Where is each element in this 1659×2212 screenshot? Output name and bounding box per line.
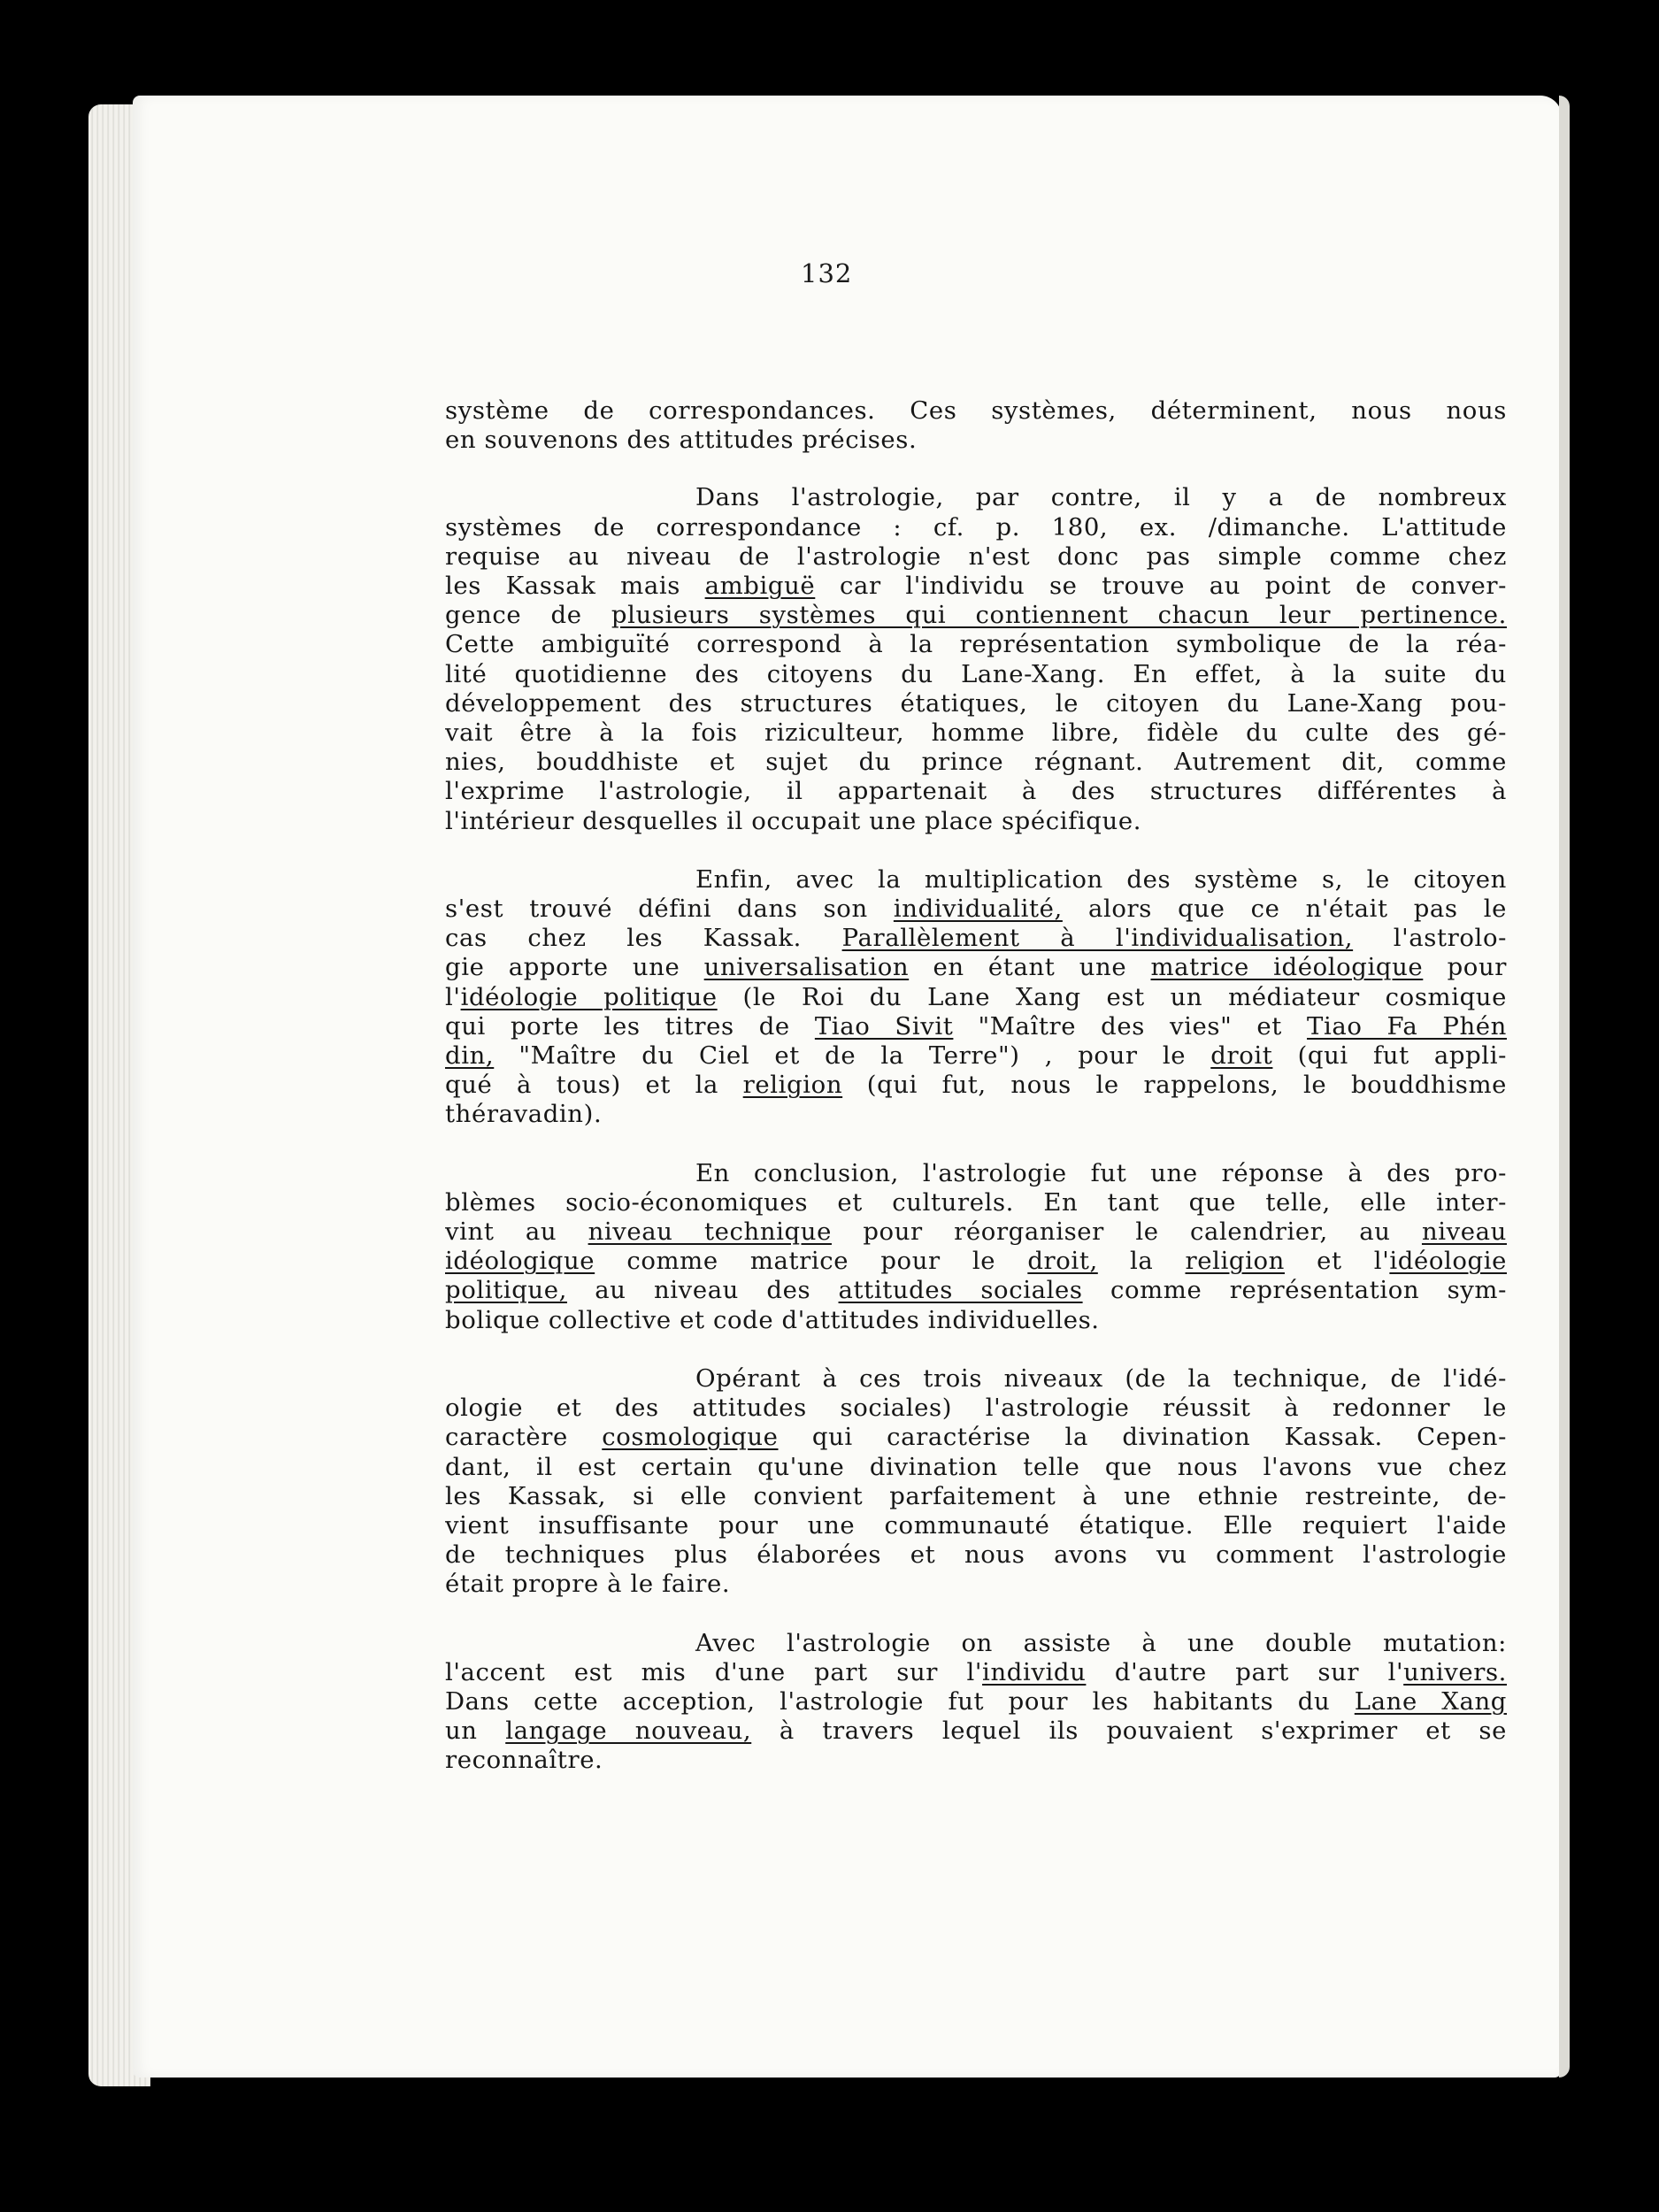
- underlined-term: univers.: [1403, 1657, 1507, 1686]
- text-line: [445, 396, 1507, 426]
- text-line: [445, 1453, 1507, 1482]
- text-line: [445, 895, 1507, 924]
- text-segment: lité quotidienne des citoyens du Lane-Xang. En effet, à la suite du: [445, 659, 1507, 688]
- text-segment: gence de: [445, 601, 611, 630]
- paragraph: [445, 483, 1507, 835]
- underlined-term: individualité,: [893, 895, 1063, 924]
- underlined-term: idéologie politique: [460, 982, 718, 1011]
- text-segment: vint au: [445, 1217, 588, 1247]
- underlined-term: langage nouveau,: [505, 1717, 752, 1746]
- underlined-term: droit: [1210, 1041, 1273, 1071]
- text-segment: "Maître des vies" et: [953, 1011, 1307, 1041]
- text-line: [445, 983, 1507, 1012]
- text-segment: dant, il est certain qu'une divination telle que nous l'avons vue chez: [445, 1452, 1507, 1481]
- text-segment: en souvenons des attitudes précises.: [445, 426, 918, 455]
- text-line: [445, 718, 1507, 748]
- text-segment: systèmes de correspondance : cf. p. 180, ex. /dimanche. L'attitude: [445, 512, 1507, 541]
- text-line: [445, 1100, 1507, 1129]
- text-line: [445, 1276, 1507, 1305]
- text-segment: (qui fut appli-: [1272, 1041, 1507, 1071]
- text-segment: Avec l'astrologie on assiste à une double mutation:: [695, 1628, 1507, 1657]
- text-line: [445, 865, 1507, 895]
- text-line: [445, 572, 1507, 601]
- text-segment: de techniques plus élaborées et nous avons vu comment l'astrologie: [445, 1540, 1507, 1570]
- underlined-term: niveau: [1421, 1217, 1507, 1247]
- text-segment: théravadin).: [445, 1100, 603, 1129]
- text-segment: d'autre part sur l': [1086, 1657, 1404, 1686]
- text-segment: en étant une: [909, 953, 1151, 982]
- underlined-term: religion: [742, 1071, 843, 1100]
- text-segment: requise au niveau de l'astrologie n'est donc pas simple comme chez: [445, 541, 1507, 571]
- underlined-term: ambiguë: [704, 572, 816, 601]
- text-segment: qui caractérise la divination Kassak. Cepen-: [778, 1423, 1507, 1452]
- text-segment: les Kassak mais: [445, 572, 705, 601]
- underlined-term: politique,: [445, 1276, 567, 1305]
- text-segment: s'est trouvé défini dans son: [445, 895, 894, 924]
- text-line: [445, 1540, 1507, 1570]
- text-line: [445, 426, 1507, 455]
- text-line: [445, 1306, 1507, 1335]
- text-segment: vient insuffisante pour une communauté étatique. Elle requiert l'aide: [445, 1510, 1507, 1540]
- text-segment: un: [445, 1717, 506, 1746]
- text-segment: "Maître du Ciel et de la Terre") , pour le: [494, 1041, 1211, 1071]
- text-line: [445, 1012, 1507, 1041]
- text-line: [445, 1746, 1507, 1775]
- text-line: [445, 513, 1507, 542]
- underlined-term: idéologique: [445, 1247, 595, 1276]
- underlined-term: Parallèlement à l'individualisation,: [841, 924, 1354, 953]
- underlined-term: plusieurs systèmes qui contiennent chacun leur pertinence.: [611, 601, 1507, 630]
- text-line: [445, 924, 1507, 953]
- paragraph: [445, 396, 1507, 455]
- text-segment: pour réorganiser le calendrier, au: [831, 1217, 1422, 1247]
- text-segment: était propre à le faire.: [445, 1570, 731, 1599]
- text-segment: l'intérieur desquelles il occupait une place spécifique.: [445, 806, 1142, 835]
- text-line: [445, 953, 1507, 982]
- text-line: [445, 807, 1507, 836]
- text-line: [445, 483, 1507, 512]
- text-line: [445, 1041, 1507, 1071]
- text-segment: bolique collective et code d'attitudes individuelles.: [445, 1305, 1100, 1334]
- text-segment: l': [445, 982, 461, 1011]
- text-segment: l'exprime l'astrologie, il appartenait à des structures différentes à: [445, 777, 1507, 806]
- text-line: [445, 1247, 1507, 1276]
- text-segment: alors que ce n'était pas le: [1062, 895, 1507, 924]
- text-segment: vait être à la fois riziculteur, homme libre, fidèle du culte des gé-: [445, 718, 1507, 748]
- text-segment: blèmes socio-économiques et culturels. En tant que telle, elle inter-: [445, 1187, 1507, 1217]
- text-line: [445, 1658, 1507, 1687]
- text-segment: cas chez les Kassak.: [445, 924, 842, 953]
- text-segment: la: [1097, 1247, 1186, 1276]
- text-segment: l'accent est mis d'une part sur l': [445, 1657, 983, 1686]
- text-line: [445, 1482, 1507, 1511]
- text-segment: comme matrice pour le: [595, 1247, 1028, 1276]
- text-line: [445, 660, 1507, 689]
- text-line: [445, 630, 1507, 659]
- underlined-term: attitudes sociales: [838, 1276, 1083, 1305]
- text-segment: comme représentation sym-: [1082, 1276, 1507, 1305]
- text-segment: et l': [1284, 1247, 1390, 1276]
- text-line: [445, 1570, 1507, 1599]
- text-segment: l'astrolo-: [1353, 924, 1507, 953]
- paragraph: [445, 865, 1507, 1130]
- underlined-term: droit,: [1027, 1247, 1098, 1276]
- text-segment: pour: [1423, 953, 1507, 982]
- underlined-term: Tiao Fa Phén: [1307, 1011, 1507, 1041]
- text-segment: nies, bouddhiste et sujet du prince régnant. Autrement dit, comme: [445, 748, 1507, 777]
- underlined-term: cosmologique: [602, 1423, 779, 1452]
- text-segment: car l'individu se trouve au point de conver-: [815, 572, 1507, 601]
- text-line: [445, 689, 1507, 718]
- underlined-term: din,: [445, 1041, 495, 1071]
- text-line: [445, 542, 1507, 572]
- paragraph: [445, 1364, 1507, 1600]
- text-line: [445, 1423, 1507, 1452]
- paragraph: [445, 1159, 1507, 1335]
- text-line: [445, 1071, 1507, 1100]
- text-line: [445, 1394, 1507, 1423]
- text-segment: à travers lequel ils pouvaient s'exprimer et se: [751, 1717, 1507, 1746]
- text-segment: développement des structures étatiques, le citoyen du Lane-Xang pou-: [445, 688, 1507, 718]
- text-segment: au niveau des: [566, 1276, 839, 1305]
- text-segment: reconnaître.: [445, 1746, 603, 1775]
- text-line: [445, 777, 1507, 806]
- text-segment: les Kassak, si elle convient parfaitement à une ethnie restreinte, de-: [445, 1481, 1507, 1510]
- text-line: [445, 1629, 1507, 1658]
- text-line: [445, 601, 1507, 630]
- text-segment: Dans cette acception, l'astrologie fut pour les habitants du: [445, 1686, 1355, 1716]
- text-segment: En conclusion, l'astrologie fut une réponse à des pro-: [695, 1158, 1507, 1187]
- text-segment: Cette ambiguïté correspond à la représentation symbolique de la réa-: [445, 630, 1507, 659]
- text-line: [445, 1188, 1507, 1217]
- text-segment: ologie et des attitudes sociales) l'astrologie réussit à redonner le: [445, 1394, 1507, 1423]
- text-segment: système de correspondances. Ces systèmes, déterminent, nous nous: [445, 396, 1507, 425]
- underlined-term: individu: [982, 1657, 1087, 1686]
- underlined-term: idéologie: [1389, 1247, 1507, 1276]
- text-line: [445, 748, 1507, 777]
- text-segment: Dans l'astrologie, par contre, il y a de nombreux: [695, 483, 1507, 512]
- text-segment: gie apporte une: [445, 953, 704, 982]
- underlined-term: matrice idéologique: [1150, 953, 1424, 982]
- page-number: 132: [801, 258, 853, 288]
- text-segment: (le Roi du Lane Xang est un médiateur cosmique: [717, 982, 1507, 1011]
- underlined-term: religion: [1185, 1247, 1285, 1276]
- text-segment: caractère: [445, 1423, 603, 1452]
- text-line: [445, 1511, 1507, 1540]
- underlined-term: Tiao Sivit: [814, 1011, 954, 1041]
- paragraph: [445, 1629, 1507, 1776]
- page-right-edge: [1559, 96, 1570, 2078]
- text-line: [445, 1159, 1507, 1188]
- underlined-term: niveau technique: [588, 1217, 832, 1247]
- text-line: [445, 1717, 1507, 1746]
- underlined-term: Lane Xang: [1354, 1686, 1507, 1716]
- text-segment: Opérant à ces trois niveaux (de la technique, de l'idé-: [695, 1363, 1507, 1393]
- text-segment: Enfin, avec la multiplication des système s, le citoyen: [695, 864, 1507, 894]
- text-segment: (qui fut, nous le rappelons, le bouddhisme: [842, 1071, 1507, 1100]
- underlined-term: universalisation: [703, 953, 910, 982]
- body-text: [445, 396, 1507, 1805]
- text-line: [445, 1217, 1507, 1247]
- text-segment: qui porte les titres de: [445, 1011, 815, 1041]
- text-line: [445, 1687, 1507, 1717]
- text-line: [445, 1364, 1507, 1394]
- text-segment: qué à tous) et la: [445, 1071, 743, 1100]
